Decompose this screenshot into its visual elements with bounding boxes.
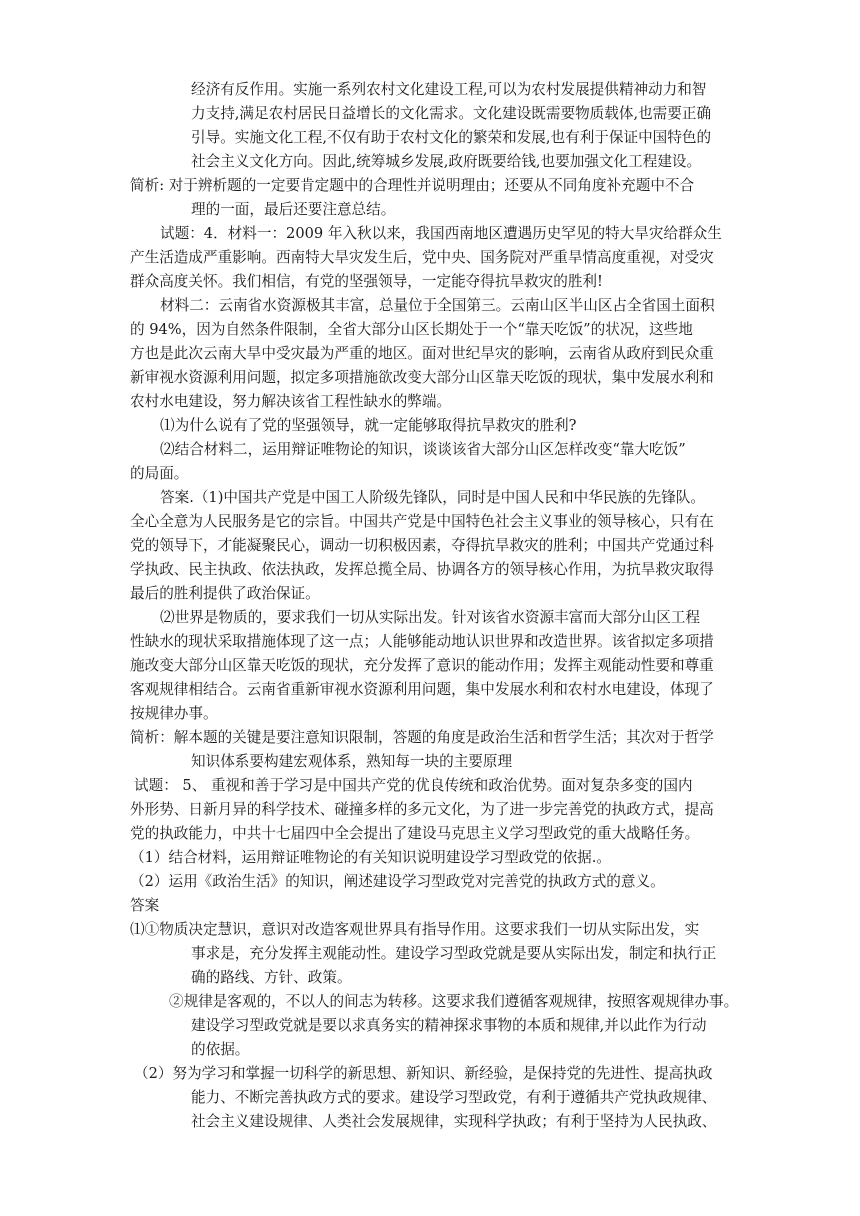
text-line: 知识体系要构建宏观体系，熟知每一块的主要原理 xyxy=(191,753,513,770)
text-line: ⑴为什么说有了党的坚强领导，就一定能够取得抗旱救灾的胜利? xyxy=(160,417,577,434)
text-line: 力支持,满足农村居民日益增长的文化需求。文化建设既需要物质载体,也需要正确 xyxy=(191,105,712,122)
text-line: 施改变大部分山区靠天吃饭的现状，充分发挥了意识的能动作用；发挥主观能动性要和尊重 xyxy=(130,657,714,674)
text-line: 的 94%，因为自然条件限制，全省大部分山区长期处于一个“靠天吃饭”的状况，这些地 xyxy=(130,321,693,338)
text-line: 能力、不断完善执政方式的要求。建设学习型政党，有利于遵循共产党执政规律、 xyxy=(191,1089,717,1106)
text-line: 材料二：云南省水资源极其丰富，总量位于全国第三。云南山区半山区占全省国土面积 xyxy=(160,297,715,314)
text-line: 党的执政能力，中共十七届四中全会提出了建设马克思主义学习型政党的重大战略任务。 xyxy=(130,825,700,842)
text-line: 新审视水资源利用问题，拟定多项措施欲改变大部分山区靠天吃饭的现状，集中发展水利和 xyxy=(130,369,714,386)
text-line: 简析: 对于辨析题的一定要肯定题中的合理性并说明理由；还要从不同角度补充题中不合 xyxy=(130,177,695,194)
text-line: 的依据。 xyxy=(191,1041,250,1058)
text-line: 事求是，充分发挥主观能动性。建设学习型政党就是要从实际出发，制定和执行正 xyxy=(191,945,717,962)
text-line: 党的领导下，才能凝聚民心，调动一切积极因素，夺得抗旱救灾的胜利；中国共产党通过科 xyxy=(130,537,714,554)
text-line: ⑴①物质决定慧识，意识对改造客观世界具有指导作用。这要求我们一切从实际出发，实 xyxy=(130,921,700,938)
text-line: ⑵结合材料二，运用辩证唯物论的知识，谈谈该省大部分山区怎样改变“靠大吃饭” xyxy=(160,441,686,458)
text-line: （1）结合材料，运用辩证唯物论的有关知识说明建设学习型政党的依据.。 xyxy=(130,849,611,866)
text-line: 确的路线、方针、政策。 xyxy=(191,969,352,986)
text-line: 试题：4．材料一：2009 年入秋以来，我国西南地区遭遇历史罕见的特大旱灾给群众生 xyxy=(160,225,722,242)
text-line: 简析：解本题的关键是要注意知识限制，答题的角度是政治生活和哲学生活；其次对于哲学 xyxy=(130,729,714,746)
text-line: 群众高度关怀。我们相信，有党的坚强领导，一定能夺得抗旱救灾的胜利! xyxy=(130,273,603,290)
text-line: 产生活造成严重影响。西南特大旱灾发生后，党中央、国务院对严重旱情高度重视，对受灾 xyxy=(130,249,714,266)
text-line: 农村水电建设，努力解决该省工程性缺水的弊端。 xyxy=(130,393,452,410)
text-line: 最后的胜利提供了政治保证。 xyxy=(130,585,320,602)
text-line: 的局面。 xyxy=(130,465,189,482)
text-line: 社会主义建设规律、人类社会发展规律，实现科学执政；有利于坚持为人民执政、 xyxy=(191,1113,717,1130)
text-line: 外形势、日新月异的科学技术、碰撞多样的多元文化，为了进一步完善党的执政方式，提高 xyxy=(130,801,714,818)
text-line: 客观规律相结合。云南省重新审视水资源利用问题，集中发展水利和农村水电建设，体现了 xyxy=(130,681,714,698)
text-line: 方也是此次云南大旱中受灾最为严重的地区。面对世纪旱灾的影响，云南省从政府到民众重 xyxy=(130,345,714,362)
text-line: 建设学习型政党就是要以求真务实的精神探求事物的本质和规律,并以此作为行动 xyxy=(191,1017,707,1034)
text-line: ⑵世界是物质的，要求我们一切从实际出发。针对该省水资源丰富而大部分山区工程 xyxy=(160,609,700,626)
text-line: （2）努为学习和掌握一切科学的新思想、新知识、新经验，是保持党的先进性、提高执政 xyxy=(134,1065,713,1082)
text-line: 全心全意为人民服务是它的宗旨。中国共产党是中国特色社会主义事业的领导核心，只有在 xyxy=(130,513,714,530)
text-line: 学执政、民主执政、依法执政，发挥总揽全局、协调各方的领导核心作用，为抗旱救灾取得 xyxy=(130,561,714,578)
text-line: 社会主义文化方向。因此,统筹城乡发展,政府既要给钱,也要加强文化工程建设。 xyxy=(191,153,702,170)
text-line: 答案 xyxy=(130,897,160,914)
text-line: ②规律是客观的，不以人的间志为转移。这要求我们遵循客观规律，按照客观规律办事。 xyxy=(169,993,739,1010)
text-line: 性缺水的现状采取措施体现了这一点；人能够能动地认识世界和改造世界。该省拟定多项措 xyxy=(130,633,714,650)
text-line: 经济有反作用。实施一系列农村文化建设工程,可以为农村发展提供精神动力和智 xyxy=(191,81,707,98)
text-line: 按规律办事。 xyxy=(130,705,218,722)
text-line: 引导。实施文化工程,不仅有助于农村文化的繁荣和发展,也有利于保证中国特色的 xyxy=(191,129,712,146)
text-line: 理的一面，最后还要注意总结。 xyxy=(191,201,396,218)
text-line: 试题： 5、 重视和善于学习是中国共产党的优良传统和政治优势。面对复杂多变的国内 xyxy=(134,777,693,794)
text-line: 答案.（1)中国共产党是中国工人阶级先锋队，同时是中国人民和中华民族的先锋队。 xyxy=(160,489,705,506)
text-line: （2）运用《政治生活》的知识，阐述建设学习型政党对完善党的执政方式的意义。 xyxy=(130,873,665,890)
